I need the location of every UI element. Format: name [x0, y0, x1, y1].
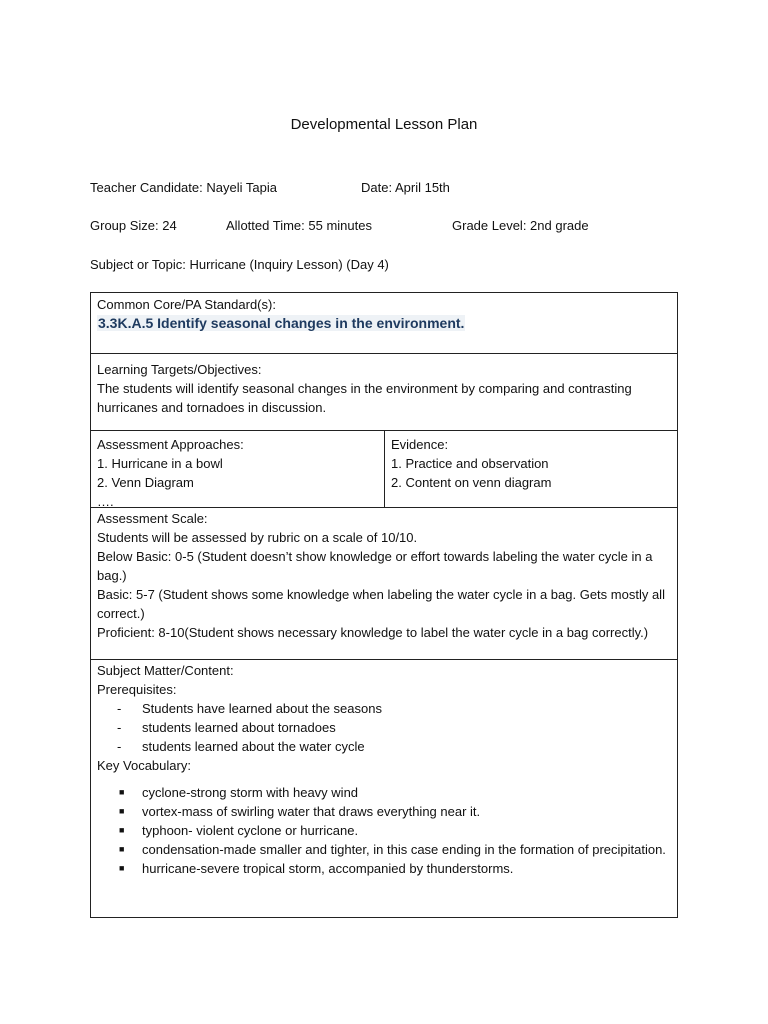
list-item: - students learned about the water cycle: [117, 739, 365, 754]
list-item: ■ cyclone-strong storm with heavy wind: [119, 785, 359, 800]
list-item: - students learned about tornadoes: [117, 720, 336, 735]
assessment-section: [91, 430, 677, 507]
content-label: Subject Matter/Content:: [97, 663, 234, 678]
vocabulary-list: [97, 783, 671, 878]
evidence-label: Evidence:: [391, 437, 449, 452]
list-item: ….: [97, 494, 114, 509]
scale-label: Assessment Scale:: [97, 511, 208, 526]
list-item: ■ hurricane-severe tropical storm, accompanied by thunderstorms.: [119, 861, 514, 876]
dash-marker: -: [117, 739, 122, 754]
grade-level: Grade Level: 2nd grade: [452, 218, 589, 233]
list-item: 1. Hurricane in a bowl: [97, 456, 223, 471]
assessment-approaches: [91, 431, 385, 507]
teacher-candidate: Teacher Candidate: Nayeli Tapia: [90, 180, 277, 195]
prerequisites-label: Prerequisites:: [97, 682, 177, 697]
dash-marker: -: [117, 701, 122, 716]
scale-line: Students will be assessed by rubric on a scale of 10/10.: [97, 530, 418, 545]
standards-label: Common Core/PA Standard(s):: [97, 297, 276, 312]
list-item: - Students have learned about the seasons: [117, 701, 382, 716]
objectives-text: The students will identify seasonal changes in the environment by comparing and contrasting hurricanes and tornadoes in discussion.: [97, 381, 632, 415]
objectives-label: Learning Targets/Objectives:: [97, 362, 262, 377]
list-item: 1. Practice and observation: [391, 456, 549, 471]
standard-code: 3.3K.A.5 Identify seasonal changes in the environment.: [98, 315, 465, 331]
assessment-scale-section: [91, 507, 677, 659]
list-item: ■ vortex-mass of swirling water that draws everything near it.: [119, 804, 481, 819]
scale-line: Below Basic: 0-5 (Student doesn’t show knowledge or effort towards labeling the water cycle in a bag.): [97, 549, 653, 583]
assessment-evidence: [385, 431, 677, 507]
approaches-label: Assessment Approaches:: [97, 437, 244, 452]
lesson-plan-table: [90, 292, 678, 918]
content-section: [91, 659, 677, 917]
page-title: Developmental Lesson Plan: [290, 116, 478, 133]
list-item: ■ condensation-made smaller and tighter, in this case ending in the formation of precipitation.: [119, 842, 666, 857]
list-item: 2. Content on venn diagram: [391, 475, 552, 490]
objectives-section: [91, 353, 677, 430]
list-item: ■ typhoon- violent cyclone or hurricane.: [119, 823, 359, 838]
vocabulary-label: Key Vocabulary:: [97, 758, 191, 773]
subject-topic: Subject or Topic: Hurricane (Inquiry Lesson) (Day 4): [90, 257, 389, 272]
list-item: 2. Venn Diagram: [97, 475, 194, 490]
square-bullet-icon: ■: [119, 863, 125, 873]
scale-line: Basic: 5-7 (Student shows some knowledge when labeling the water cycle in a bag. Gets mostly all correct.): [97, 587, 665, 621]
scale-line: Proficient: 8-10(Student shows necessary knowledge to label the water cycle in a bag correctly.): [97, 625, 649, 640]
standards-section: [91, 293, 677, 353]
group-size: Group Size: 24: [90, 218, 177, 233]
square-bullet-icon: ■: [119, 844, 125, 854]
lesson-date: Date: April 15th: [361, 180, 450, 195]
square-bullet-icon: ■: [119, 825, 125, 835]
allotted-time: Allotted Time: 55 minutes: [226, 218, 372, 233]
dash-marker: -: [117, 720, 122, 735]
square-bullet-icon: ■: [119, 787, 125, 797]
square-bullet-icon: ■: [119, 806, 125, 816]
